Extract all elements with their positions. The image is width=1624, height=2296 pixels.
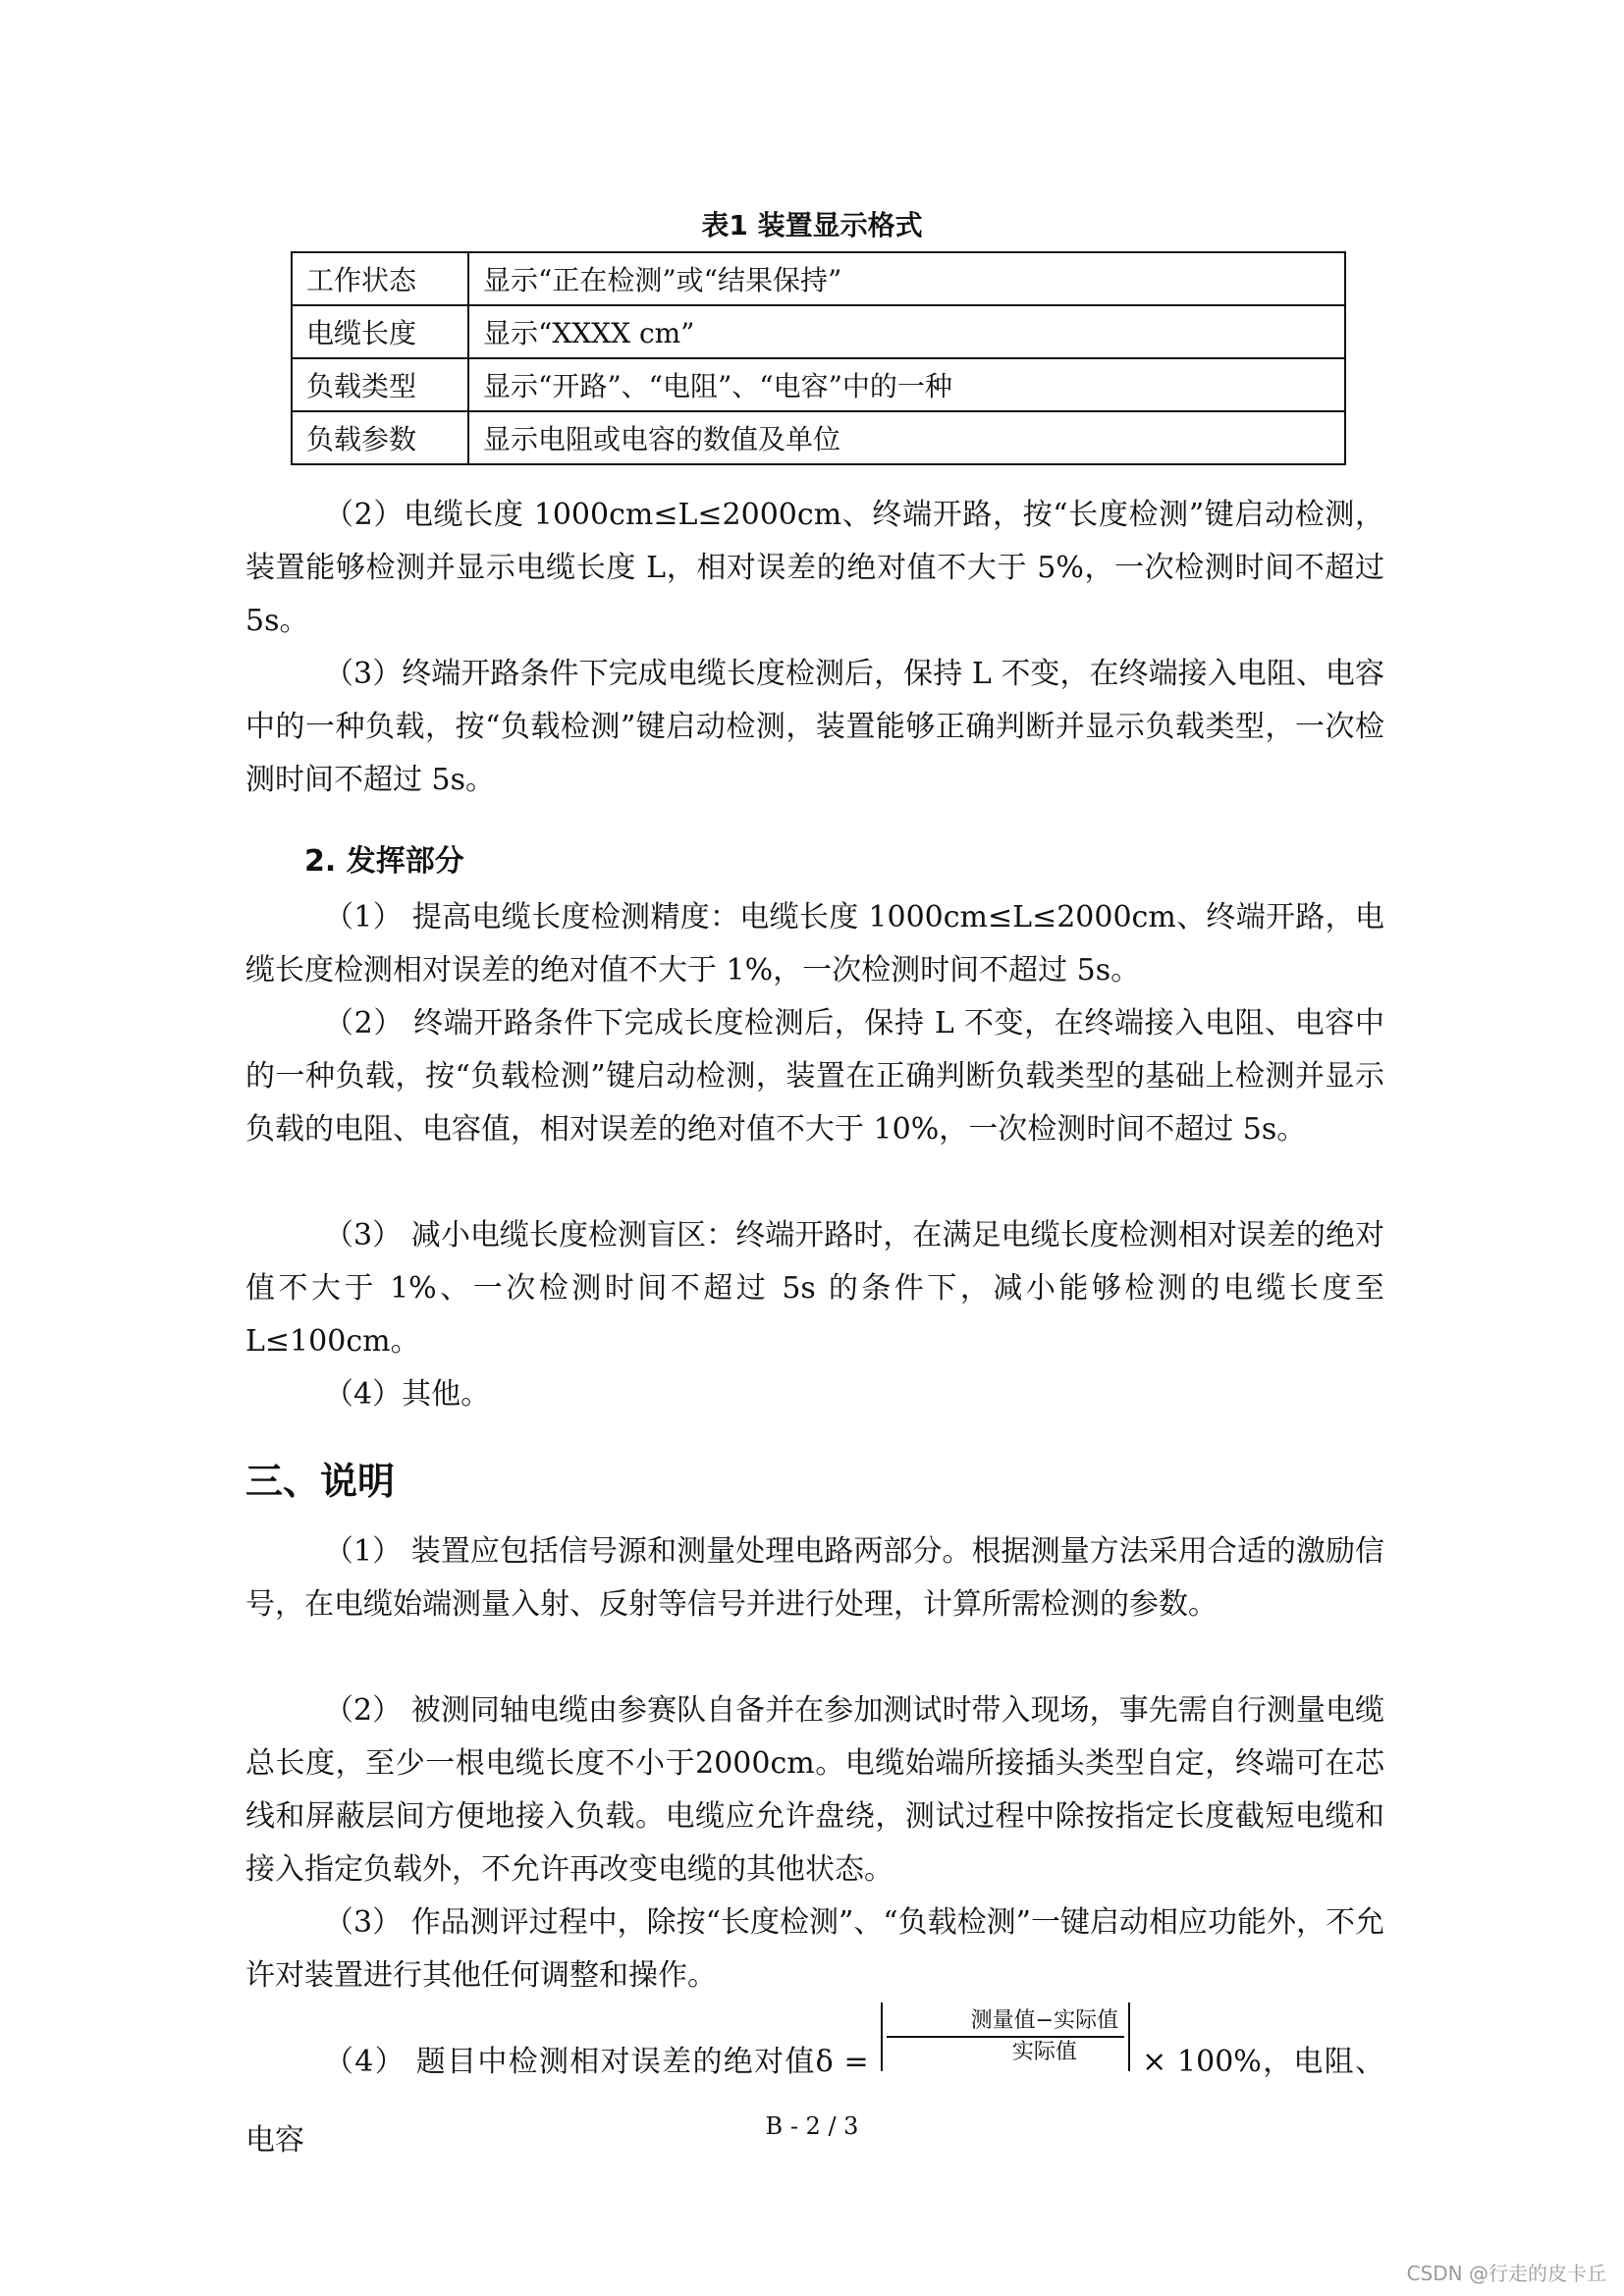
table-row (292, 252, 1345, 305)
table-row (292, 411, 1345, 464)
extended-section-title: 2. 发挥部分 (304, 844, 464, 879)
basic-requirement-3: （3）终端开路条件下完成电缆长度检测后，保持 L 不变，在终端接入电阻、电容中的一种负载，按“负载检测”键启动检测，装置能够正确判断并显示负载类型，一次检测时间不超过 5s。 (245, 657, 1384, 797)
page-number: B - 2 / 3 (765, 2112, 859, 2140)
table-row (292, 305, 1345, 358)
abs-bar-right (1128, 2002, 1130, 2071)
table-cell-value: 显示“开路”、“电阻”、“电容”中的一种 (468, 358, 1345, 411)
basic-requirement-2: （2）电缆长度 1000cm≤L≤2000cm、终端开路，按“长度检测”键启动检测，装置能够检测并显示电缆长度 L，相对误差的绝对值不大于 5%，一次检测时间不超过 5s。 (245, 498, 1384, 638)
note-3: （3） 作品测评过程中，除按“长度检测”、“负载检测”一键启动相应功能外，不允许对装置进行其他任何调整和操作。 (245, 1905, 1384, 1993)
note-1: （1） 装置应包括信号源和测量处理电路两部分。根据测量方法采用合适的激励信号，在电缆始端测量入射、反射等信号并进行处理，计算所需检测的参数。 (245, 1534, 1384, 1622)
note-4-suffix: × 100%，电阻、电容 (245, 2045, 1384, 2158)
notes-section-title: 三、说明 (245, 1460, 396, 1503)
table-cell-value: 显示“XXXX cm” (468, 305, 1345, 358)
table-cell-value: 显示电阻或电容的数值及单位 (468, 411, 1345, 464)
extended-requirement-2: （2） 终端开路条件下完成长度检测后，保持 L 不变，在终端接入电阻、电容中的一种负载，按“负载检测”键启动检测，装置在正确判断负载类型的基础上检测并显示负载的电阻、电容值，相对误差的绝对值不大于 10%，一次检测时间不超过 5s。 (245, 1006, 1384, 1147)
fraction-denominator: 实际值 (1011, 2040, 1077, 2064)
table-cell-key: 工作状态 (292, 252, 468, 305)
fraction-numerator: 测量值−实际值 (887, 2006, 1124, 2038)
table-cell-key: 负载参数 (292, 411, 468, 464)
fraction (887, 2006, 1124, 2067)
display-format-table (291, 251, 1346, 465)
extended-requirement-3: （3） 减小电缆长度检测盲区：终端开路时，在满足电缆长度检测相对误差的绝对值不大于 1%、一次检测时间不超过 5s 的条件下，减小能够检测的电缆长度至 L≤100cm。 (245, 1218, 1384, 1359)
note-2: （2） 被测同轴电缆由参赛队自备并在参加测试时带入现场，事先需自行测量电缆总长度，至少一根电缆长度不小于2000cm。电缆始端所接插头类型自定，终端可在芯线和屏蔽层间方便地接入负载。电缆应允许盘绕，测试过程中除按指定长度截短电缆和接入指定负载外，不允许再改变电缆的其他状态。 (245, 1693, 1384, 1887)
extended-requirement-1: （1） 提高电缆长度检测精度：电缆长度 1000cm≤L≤2000cm、终端开路，电缆长度检测相对误差的绝对值不大于 1%，一次检测时间不超过 5s。 (245, 900, 1384, 988)
watermark: CSDN @行走的皮卡丘 (1406, 2262, 1606, 2285)
table-cell-value: 显示“正在检测”或“结果保持” (468, 252, 1345, 305)
note-4-prefix: （4） 题目中检测相对误差的绝对值δ = (324, 2045, 869, 2079)
note-4 (245, 2002, 1384, 2180)
table-cell-key: 电缆长度 (292, 305, 468, 358)
relative-error-formula (877, 2002, 1134, 2071)
table-row (292, 358, 1345, 411)
extended-requirement-4: （4）其他。 (324, 1377, 491, 1412)
table-cell-key: 负载类型 (292, 358, 468, 411)
abs-bar-left (881, 2002, 883, 2071)
table-caption: 表1 装置显示格式 (701, 209, 923, 241)
